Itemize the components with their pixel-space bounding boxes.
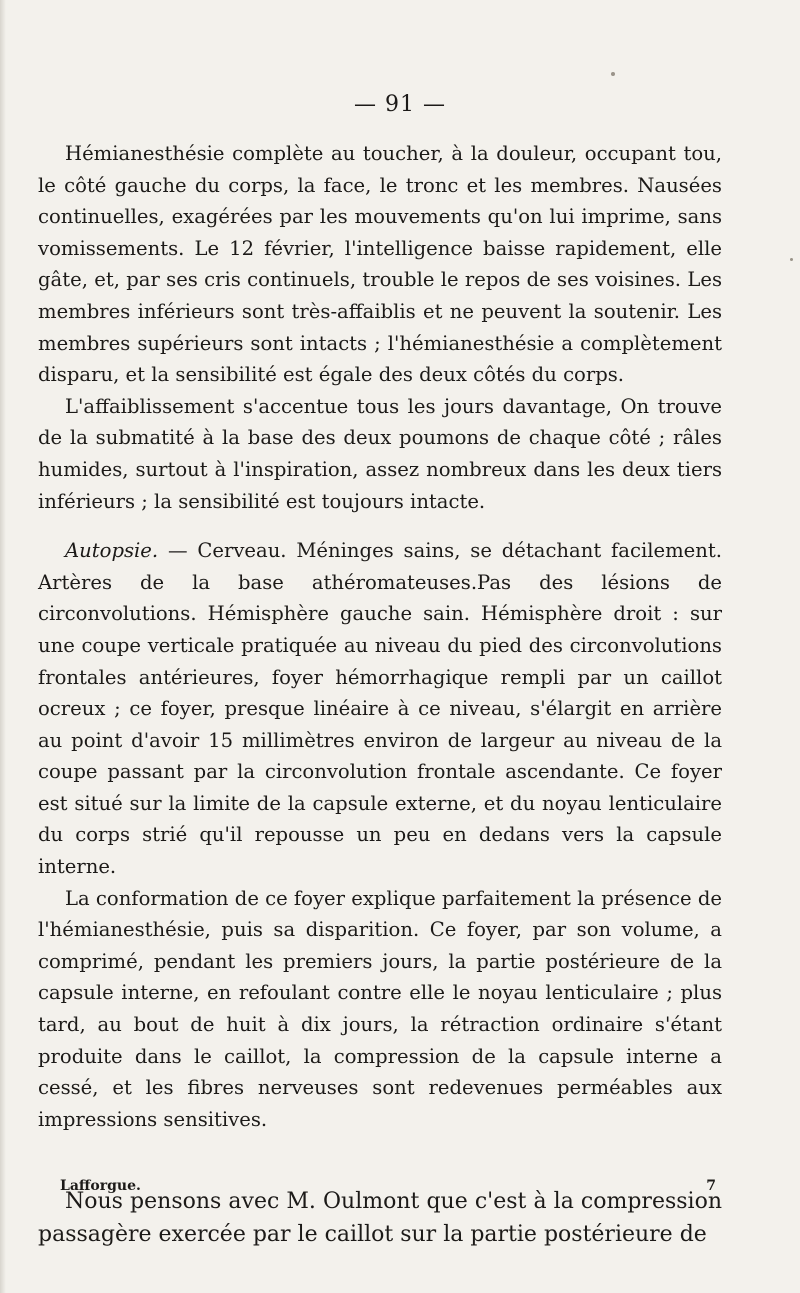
page-binding-edge (0, 0, 6, 1293)
paragraph-affaiblissement: L'affaiblissement s'accentue tous les jours davantage, On trouve de la submatité à la base des deux poumons de chaque côté ; râles humides, surtout à l'inspiration, assez nombreux dans les deux tiers inférieurs ; la sensibilité est toujours intacte. (38, 394, 722, 513)
paragraph-hemianesthesie: Hémianesthésie complète au toucher, à la douleur, occupant tou, le côté gauche du corps, la face, le tronc et les membres. Nausées continuelles, exagérées par les mouvements qu'on lui imprime, sans vomissements. Le 12 février, l'intelligence baisse rapidement, elle gâte, et, par ses cris continuels, trouble le repos de ses voisines. Les membres inférieurs sont très-affaiblis et ne peuvent la soutenir. Les membres supérieurs sont intacts ; l'hémianesthésie a complètement disparu, et la sensibilité est égale des deux côtés du corps. (38, 142, 722, 387)
sheet-number: 7 (706, 1178, 716, 1194)
autopsie-text: — Cerveau. Méninges sains, se détachant facilement. Artères de la base athéromateuses.Pas des lésions de circonvolutions. Hémisphère gauche sain. Hémisphère droit : sur une coupe verticale pratiquée au niveau du pied des circonvolutions frontales antérieures, foyer hémorrhagique rempli par un caillot ocreux ; ce foyer, presque linéaire à ce niveau, s'élargit en arrière au point d'avoir 15 millimètres environ de largeur au niveau de la coupe passant par la circonvolution frontale ascendante. Ce foyer est situé sur la limite de la capsule externe, et du noyau lenticulaire du corps strié qu'il repousse un peu en dedans vers la capsule interne. (38, 539, 722, 879)
paper-speck (790, 258, 793, 261)
paper-speck (611, 72, 615, 76)
autopsie-label: Autopsie. (65, 539, 159, 563)
paragraph-conformation: La conformation de ce foyer explique parfaitement la présence de l'hémianesthésie, puis sa disparition. Ce foyer, par son volume, a comprimé, pendant les premiers jours, la partie postérieure de la capsule interne, en refoulant contre elle le noyau lenticulaire ; plus tard, au bout de huit à dix jours, la rétraction ordinaire s'étant produite dans le caillot, la compression de la capsule interne a cessé, et les fibres nerveuses sont redevenues perméables aux impressions sensitives. (38, 886, 722, 1131)
paragraph-conclusion: Nous pensons avec M. Oulmont que c'est à la compression passagère exercée par le caillot sur la partie postérieure de (38, 1189, 722, 1248)
body-text (38, 138, 722, 1251)
page-footer (60, 1178, 716, 1194)
paragraph-autopsie (38, 535, 722, 883)
page-number-header: — 91 — (354, 92, 446, 117)
paragraph-gap (38, 517, 722, 535)
signature-mark: Lafforgue. (60, 1178, 141, 1194)
